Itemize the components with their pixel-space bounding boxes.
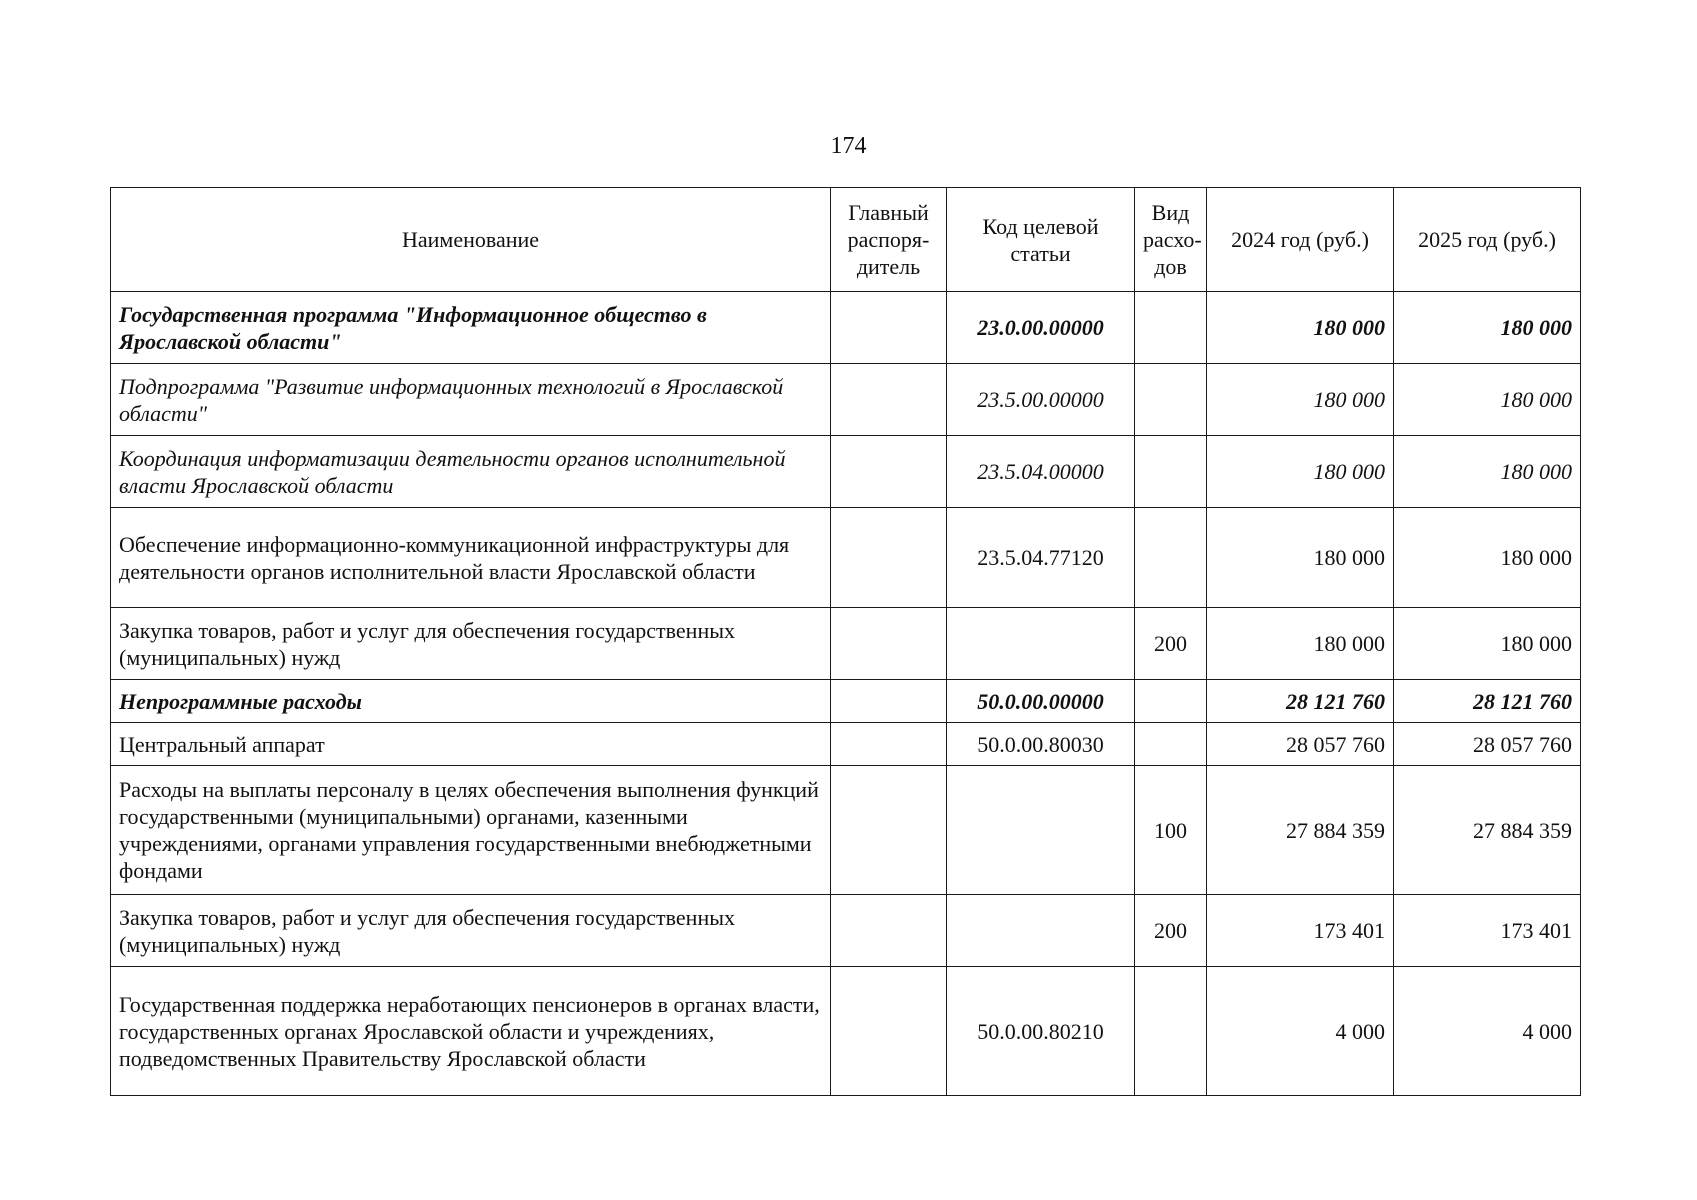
row-2025: 173 401 xyxy=(1394,895,1581,967)
row-name: Подпрограмма "Развитие информационных технологий в Ярославской области" xyxy=(111,364,831,436)
table-header-row xyxy=(111,188,1581,292)
row-2025: 4 000 xyxy=(1394,967,1581,1096)
row-2025: 180 000 xyxy=(1394,436,1581,508)
row-name: Закупка товаров, работ и услуг для обеспечения государственных (муниципальных) нужд xyxy=(111,608,831,680)
row-2024: 180 000 xyxy=(1207,436,1394,508)
table-row xyxy=(111,436,1581,508)
row-manager xyxy=(831,436,947,508)
row-code: 23.0.00.00000 xyxy=(947,292,1135,364)
row-name: Государственная программа "Информационное общество в Ярославской области" xyxy=(111,292,831,364)
row-manager xyxy=(831,766,947,895)
row-2025: 180 000 xyxy=(1394,292,1581,364)
table-row xyxy=(111,723,1581,766)
row-code xyxy=(947,766,1135,895)
row-kind: 100 xyxy=(1135,766,1207,895)
table-row xyxy=(111,680,1581,723)
row-kind: 200 xyxy=(1135,895,1207,967)
header-name: Наименование xyxy=(111,188,831,292)
row-code: 23.5.04.77120 xyxy=(947,508,1135,608)
header-2025: 2025 год (руб.) xyxy=(1394,188,1581,292)
row-manager xyxy=(831,895,947,967)
row-manager xyxy=(831,723,947,766)
row-kind xyxy=(1135,292,1207,364)
row-name: Центральный аппарат xyxy=(111,723,831,766)
row-kind xyxy=(1135,967,1207,1096)
row-2025: 28 121 760 xyxy=(1394,680,1581,723)
row-2024: 4 000 xyxy=(1207,967,1394,1096)
row-2025: 27 884 359 xyxy=(1394,766,1581,895)
header-2024: 2024 год (руб.) xyxy=(1207,188,1394,292)
row-kind xyxy=(1135,364,1207,436)
header-code: Код целевой статьи xyxy=(947,188,1135,292)
header-kind: Вид расхо-дов xyxy=(1135,188,1207,292)
table-row xyxy=(111,967,1581,1096)
row-manager xyxy=(831,608,947,680)
table-row xyxy=(111,895,1581,967)
budget-table xyxy=(110,187,1581,1096)
row-name: Расходы на выплаты персоналу в целях обеспечения выполнения функций государственными (муниципальными) органами, казенными учреждениями, органами управления государственными внебюджетными фондами xyxy=(111,766,831,895)
row-2024: 27 884 359 xyxy=(1207,766,1394,895)
row-manager xyxy=(831,292,947,364)
row-name: Государственная поддержка неработающих пенсионеров в органах власти, государственных органах Ярославской области и учреждениях, подведомственных Правительству Ярославской области xyxy=(111,967,831,1096)
row-manager xyxy=(831,364,947,436)
row-code: 23.5.00.00000 xyxy=(947,364,1135,436)
table-row xyxy=(111,608,1581,680)
row-code xyxy=(947,608,1135,680)
row-2024: 173 401 xyxy=(1207,895,1394,967)
page-number: 174 xyxy=(830,133,867,159)
row-name: Обеспечение информационно-коммуникационной инфраструктуры для деятельности органов исполнительной власти Ярославской области xyxy=(111,508,831,608)
row-kind xyxy=(1135,508,1207,608)
row-2024: 180 000 xyxy=(1207,508,1394,608)
row-manager xyxy=(831,680,947,723)
row-kind xyxy=(1135,723,1207,766)
row-2025: 180 000 xyxy=(1394,364,1581,436)
row-2024: 180 000 xyxy=(1207,608,1394,680)
row-name: Координация информатизации деятельности органов исполнительной власти Ярославской области xyxy=(111,436,831,508)
row-2024: 28 121 760 xyxy=(1207,680,1394,723)
row-2024: 180 000 xyxy=(1207,292,1394,364)
row-2025: 28 057 760 xyxy=(1394,723,1581,766)
row-2025: 180 000 xyxy=(1394,508,1581,608)
row-manager xyxy=(831,967,947,1096)
row-code xyxy=(947,895,1135,967)
row-code: 50.0.00.80030 xyxy=(947,723,1135,766)
row-2025: 180 000 xyxy=(1394,608,1581,680)
table-row xyxy=(111,292,1581,364)
row-kind: 200 xyxy=(1135,608,1207,680)
row-code: 50.0.00.00000 xyxy=(947,680,1135,723)
row-name: Непрограммные расходы xyxy=(111,680,831,723)
row-2024: 28 057 760 xyxy=(1207,723,1394,766)
table-row xyxy=(111,364,1581,436)
row-name: Закупка товаров, работ и услуг для обеспечения государственных (муниципальных) нужд xyxy=(111,895,831,967)
row-code: 50.0.00.80210 xyxy=(947,967,1135,1096)
row-2024: 180 000 xyxy=(1207,364,1394,436)
header-manager: Главный распоря-дитель xyxy=(831,188,947,292)
table-row xyxy=(111,766,1581,895)
table-row xyxy=(111,508,1581,608)
row-manager xyxy=(831,508,947,608)
row-kind xyxy=(1135,680,1207,723)
row-kind xyxy=(1135,436,1207,508)
row-code: 23.5.04.00000 xyxy=(947,436,1135,508)
